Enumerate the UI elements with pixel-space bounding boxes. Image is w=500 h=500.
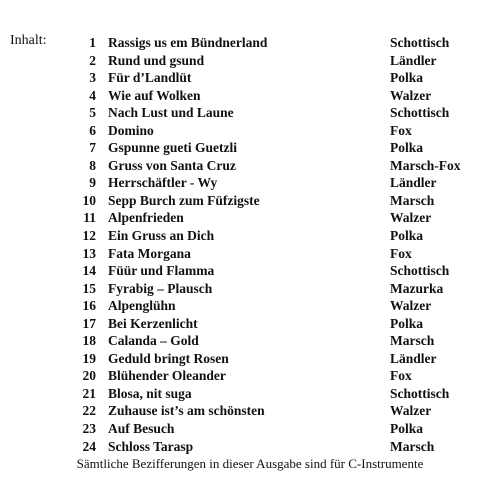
list-item (72, 209, 492, 227)
list-item (72, 315, 492, 333)
entry-genre: Mazurka (390, 280, 444, 296)
entry-number: 15 (82, 280, 96, 296)
entry-number: 24 (82, 438, 96, 454)
entry-genre: Fox (390, 368, 412, 384)
list-item (72, 245, 492, 263)
entry-genre: Ländler (390, 175, 437, 191)
entry-title: Geduld bringt Rosen (108, 350, 229, 366)
entry-number: 6 (89, 122, 96, 138)
entry-title: Alpenglühn (108, 298, 176, 314)
entry-genre: Ländler (390, 350, 437, 366)
entry-title: Zuhause ist’s am schönsten (108, 403, 265, 419)
contents-heading: Inhalt: (10, 33, 47, 48)
entry-title: Rassigs us em Bündnerland (108, 35, 268, 50)
entry-genre: Marsch (390, 438, 435, 454)
entry-number: 4 (89, 87, 96, 103)
entry-title: Für d’Landlüt (108, 70, 192, 86)
entry-title: Calanda – Gold (108, 333, 199, 349)
entry-number: 5 (89, 105, 96, 121)
list-item (72, 34, 492, 52)
list-item (72, 104, 492, 122)
entry-title: Fyrabig – Plausch (108, 280, 213, 296)
entry-title: Füür und Flamma (108, 263, 215, 279)
entry-genre: Walzer (390, 87, 432, 103)
entry-genre: Polka (390, 421, 424, 437)
entry-genre: Schottisch (390, 35, 450, 50)
entry-genre: Schottisch (390, 385, 450, 401)
footer-note: Sämtliche Bezifferungen in dieser Ausgabe sind für C-Instrumente (76, 456, 424, 471)
entry-title: Auf Besuch (108, 421, 175, 437)
entry-genre: Walzer (390, 298, 432, 314)
entry-title: Alpenfrieden (108, 210, 184, 226)
entry-genre: Marsch (390, 192, 435, 208)
entry-genre: Schottisch (390, 105, 450, 121)
list-item (72, 385, 492, 403)
entry-number: 16 (82, 298, 96, 314)
entry-title: Schloss Tarasp (108, 438, 194, 454)
list-item (72, 174, 492, 192)
table-of-contents (72, 34, 492, 455)
entry-title: Domino (108, 122, 154, 138)
list-item (72, 122, 492, 140)
list-item (72, 227, 492, 245)
entry-number: 11 (83, 210, 96, 226)
entry-number: 19 (82, 350, 96, 366)
entry-genre: Ländler (390, 52, 437, 68)
list-item (72, 139, 492, 157)
entry-title: Rund und gsund (108, 52, 205, 68)
entry-title: Wie auf Wolken (108, 87, 201, 103)
entry-number: 1 (89, 35, 96, 50)
entry-genre: Schottisch (390, 263, 450, 279)
list-item (72, 87, 492, 105)
list-item (72, 69, 492, 87)
list-item (72, 367, 492, 385)
entry-genre: Marsch-Fox (390, 157, 461, 173)
list-item (72, 262, 492, 280)
entry-number: 14 (82, 263, 96, 279)
list-item (72, 297, 492, 315)
list-item (72, 438, 492, 456)
entry-genre: Fox (390, 245, 412, 261)
entry-number: 2 (89, 52, 96, 68)
entry-number: 21 (82, 385, 96, 401)
entry-number: 10 (82, 192, 96, 208)
entry-number: 9 (89, 175, 96, 191)
list-item (72, 280, 492, 298)
entry-title: Sepp Burch zum Füfzigste (108, 192, 260, 208)
entry-genre: Polka (390, 70, 424, 86)
entry-number: 17 (82, 315, 96, 331)
entry-number: 20 (82, 368, 96, 384)
entry-number: 22 (82, 403, 96, 419)
entry-number: 13 (82, 245, 96, 261)
entry-genre: Walzer (390, 403, 432, 419)
list-item (72, 420, 492, 438)
entry-genre: Polka (390, 140, 424, 156)
entry-number: 7 (89, 140, 96, 156)
entry-title: Blühender Oleander (108, 368, 226, 384)
entry-number: 12 (82, 228, 96, 244)
list-item (72, 52, 492, 70)
entry-genre: Marsch (390, 333, 435, 349)
entry-title: Herrschäftler - Wy (108, 175, 218, 191)
list-item (72, 350, 492, 368)
entry-number: 3 (89, 70, 96, 86)
entry-title: Gruss von Santa Cruz (108, 157, 236, 173)
entry-genre: Polka (390, 315, 424, 331)
entry-genre: Polka (390, 228, 424, 244)
entry-title: Nach Lust und Laune (108, 105, 234, 121)
entry-title: Bei Kerzenlicht (108, 315, 198, 331)
list-item (72, 332, 492, 350)
entry-title: Gspunne gueti Guetzli (108, 140, 238, 156)
entry-number: 18 (82, 333, 96, 349)
entry-number: 23 (82, 421, 96, 437)
entry-title: Blosa, nit suga (108, 385, 192, 401)
entry-title: Fata Morgana (108, 245, 191, 261)
list-item (72, 157, 492, 175)
list-item (72, 192, 492, 210)
entry-genre: Walzer (390, 210, 432, 226)
entry-genre: Fox (390, 122, 412, 138)
list-item (72, 402, 492, 420)
entry-title: Ein Gruss an Dich (108, 228, 215, 244)
entry-number: 8 (89, 157, 96, 173)
